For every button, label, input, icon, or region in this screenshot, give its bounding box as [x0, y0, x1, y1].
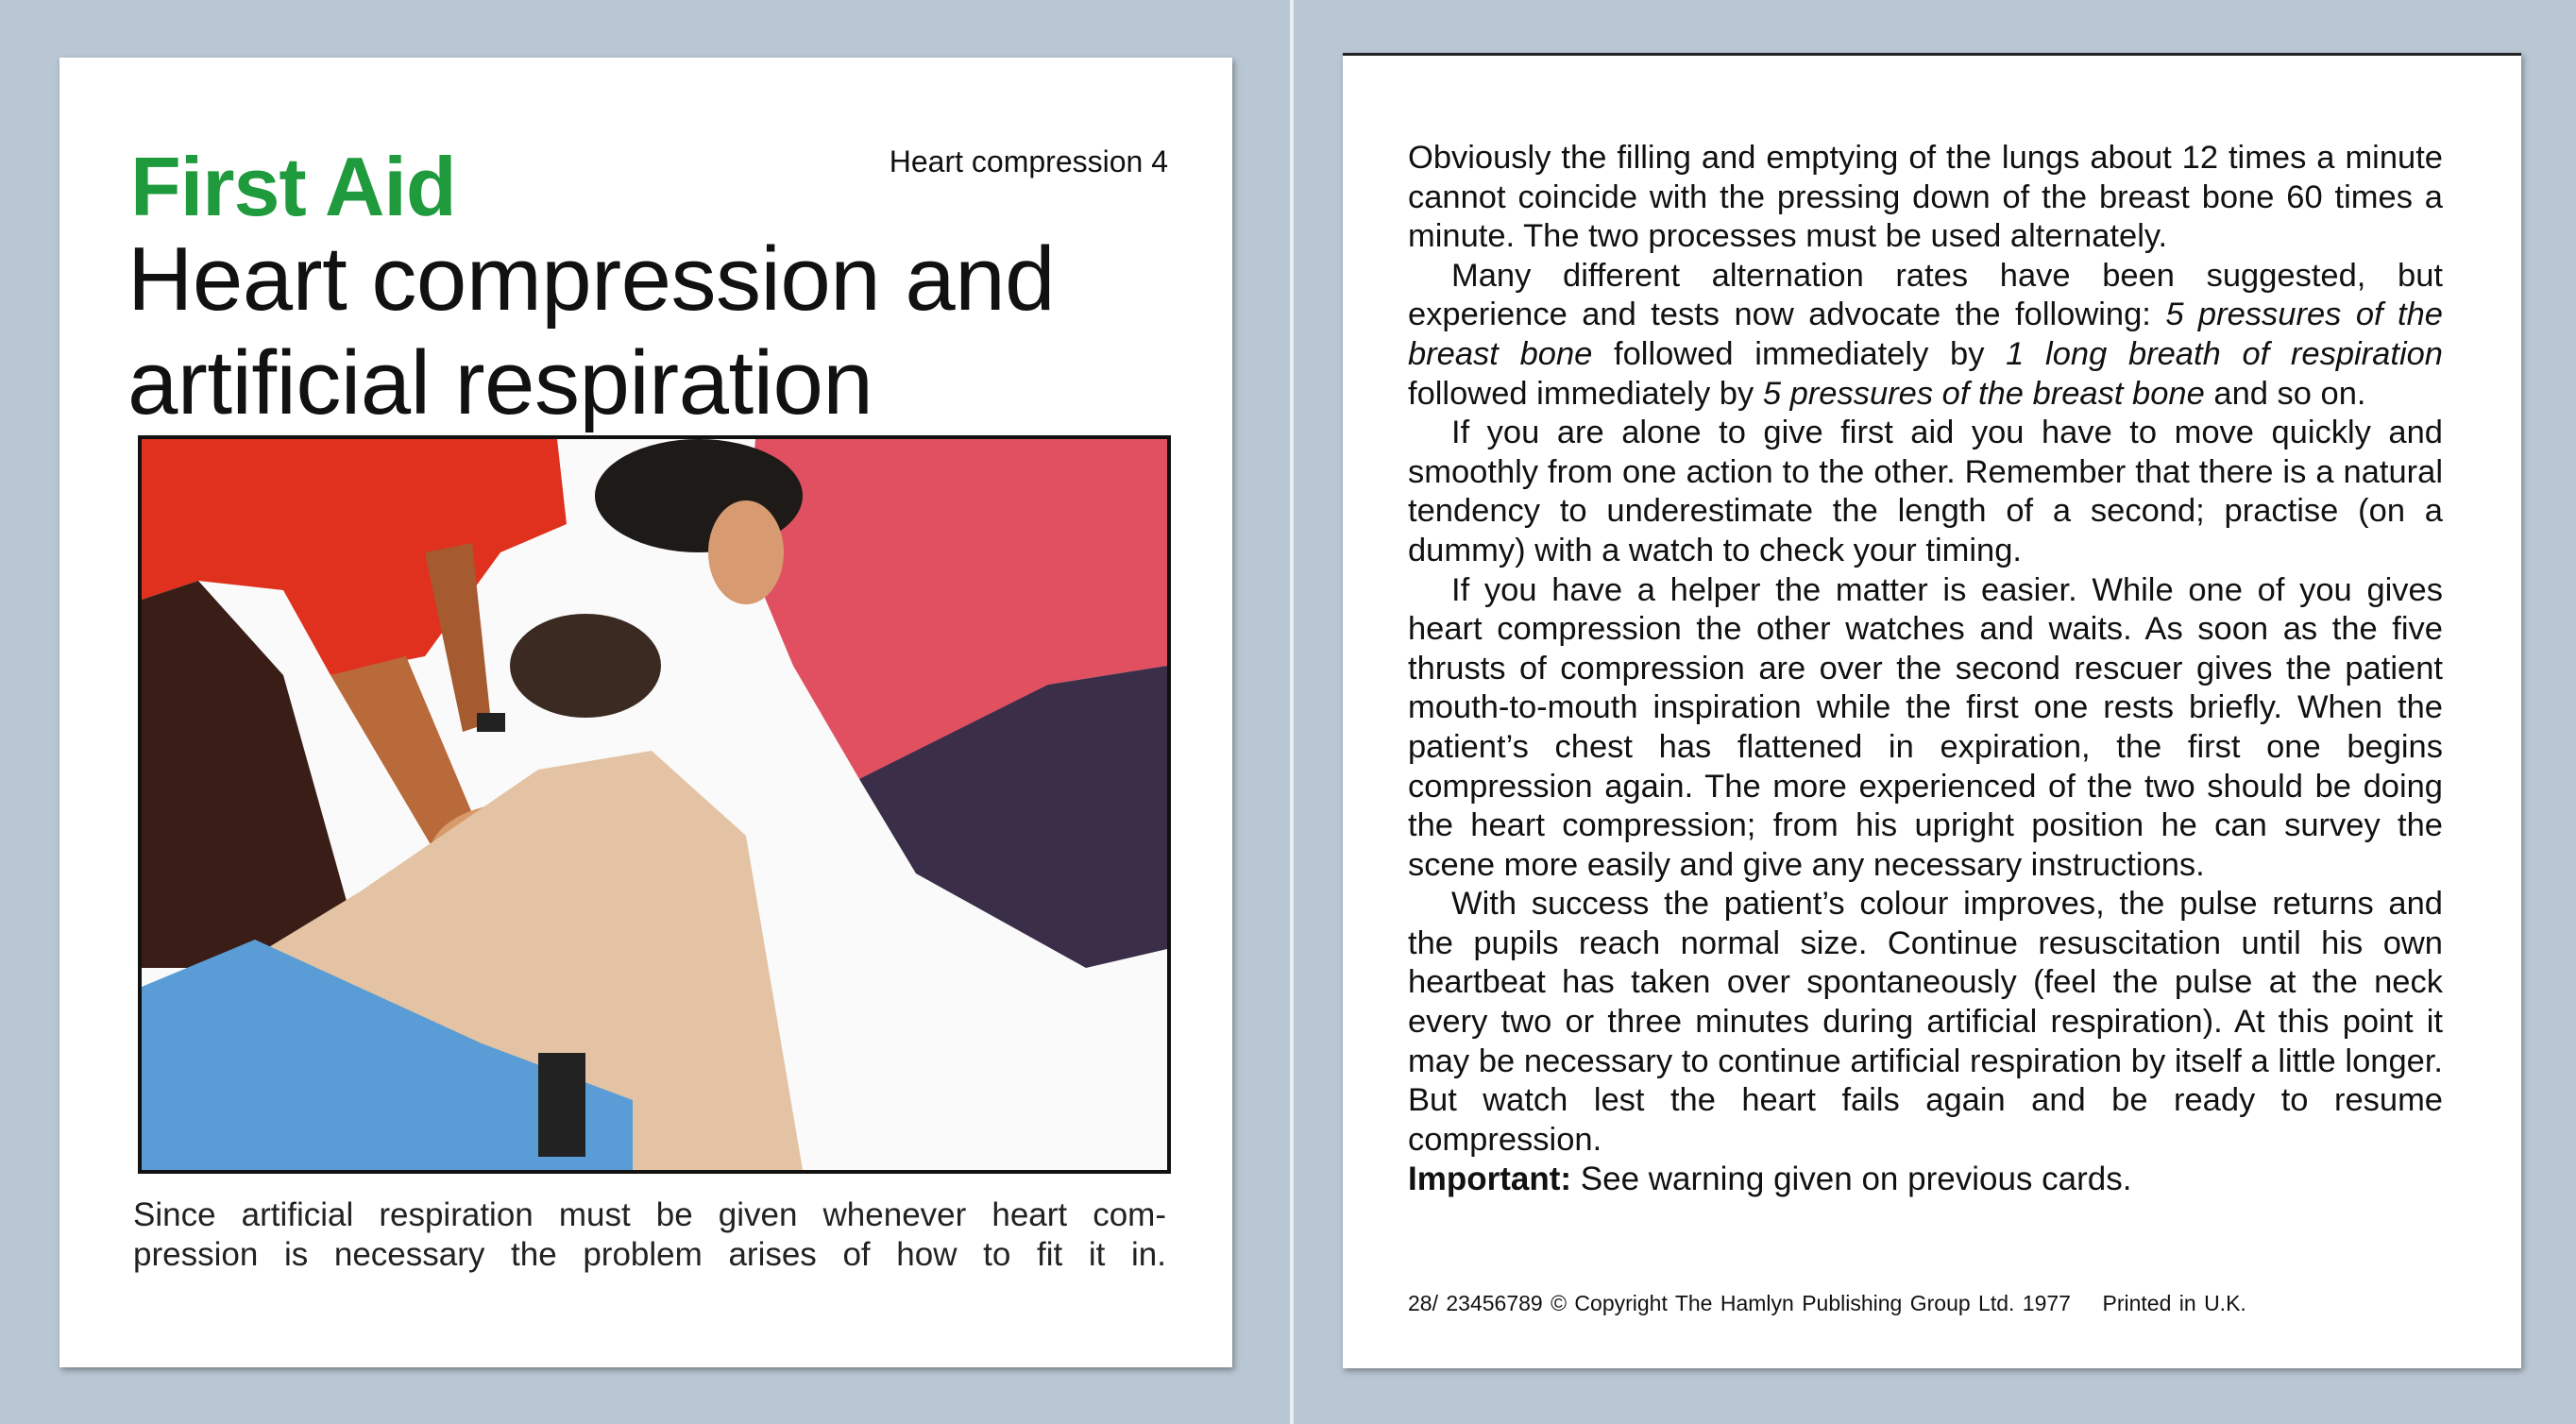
caption-line: Since artificial respiration must be given whenever heart com-: [133, 1196, 1166, 1233]
important-label: Important:: [1408, 1161, 1572, 1198]
text-run: Many different alternation rates have been suggested, but experience and tests now advocate the following:: [1408, 257, 2443, 333]
paragraph: If you are alone to give first aid you have to move quickly and smoothly from one action to the other. Remember that there is a natural tendency to underestimate the length of a second; practise (on a dummy) with a watch to check your timing.: [1408, 415, 2443, 568]
card-title: [127, 228, 1055, 435]
card-label: Heart compression 4: [889, 144, 1168, 178]
paragraph: [1408, 257, 2443, 414]
paragraph: If you have a helper the matter is easier. While one of you gives heart compression the other watches and waits. As soon as the five thrusts of compression are over the second rescuer gives the patient mouth-to-mouth inspiration while the first one rests briefly. When the patient’s chest has flattened in expiration, the first one begins compression again. The more experienced of the two should be doing the heart compression; from his upright position he can survey the scene more easily and give any necessary instructions.: [1408, 571, 2443, 883]
cpr-illustration-art: [142, 439, 1167, 1170]
illustration-caption: [133, 1195, 1166, 1275]
paragraph: Obviously the filling and emptying of the lungs about 12 times a minute cannot coincide with the pressing down of the breast bone 60 times a minute. The two processes must be used alternately.: [1408, 140, 2443, 255]
italic-run: 1 long breath of respiration: [2006, 335, 2443, 372]
brand-title: First Aid: [130, 140, 456, 233]
important-text: See warning given on previous cards.: [1571, 1161, 2132, 1198]
cpr-illustration: [138, 435, 1171, 1174]
paragraph: With success the patient’s colour improves, the pulse returns and the pupils reach normal size. Continue resuscitation until his own heartbeat has taken over spontaneously (feel the pulse at the neck every two or three minutes during artificial respiration). At this point it may be necessary to continue artificial respiration by itself a little longer. But watch lest the heart fails again and be ready to resume compression.: [1408, 886, 2443, 1158]
italic-run: 5 pressures of the breast bone: [1762, 375, 2205, 412]
card-back: [1343, 53, 2521, 1368]
card-front: [59, 58, 1232, 1367]
text-run: and so on.: [2204, 375, 2366, 412]
text-run: followed immediately by: [1408, 375, 1763, 412]
scan-divider: [1290, 0, 1294, 1424]
italic-run: 5 pressures of the breast bone: [1408, 297, 2443, 372]
text-run: followed immediately by: [1592, 335, 2007, 372]
title-line: artificial respiration: [127, 332, 873, 433]
copyright-footer: 28/ 23456789 © Copyright The Hamlyn Publishing Group Ltd. 1977 Printed in U.K.: [1408, 1291, 2246, 1315]
important-note: [1408, 1160, 2443, 1199]
card-body-text: [1408, 139, 2443, 1199]
title-line: Heart compression and: [127, 229, 1055, 330]
caption-line: pression is necessary the problem arises of how to fit it in.: [133, 1236, 1166, 1273]
